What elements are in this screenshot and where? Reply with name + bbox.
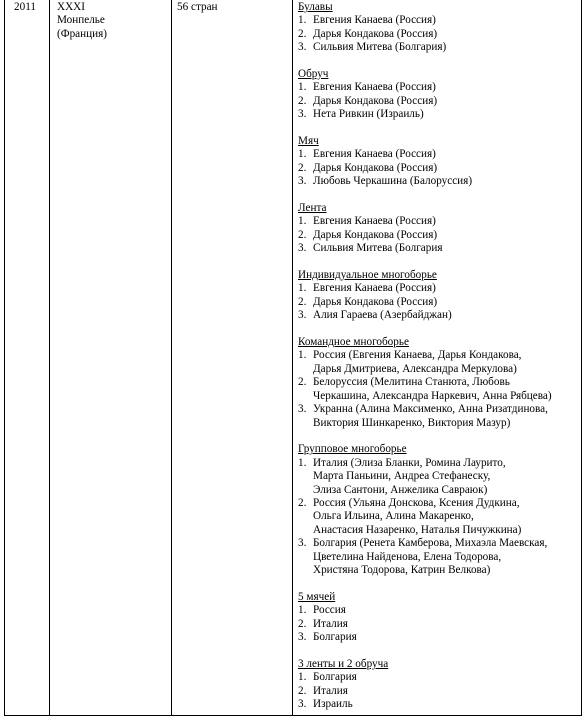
- event-title: 3 ленты и 2 обруча: [298, 657, 389, 670]
- placement-item: [298, 95, 580, 108]
- placement-list: [298, 604, 580, 644]
- placement-text: [313, 376, 580, 403]
- placement-text: Израиль: [313, 698, 353, 710]
- placement-text-line: Италия (Элиза Бланки, Ромина Лаурито,: [313, 456, 506, 469]
- championship-cell: [57, 1, 167, 41]
- placement-text: [313, 349, 580, 376]
- placement-number: 2.: [298, 617, 307, 630]
- placement-text: Дарья Кондакова (Россия): [313, 228, 438, 241]
- event-section: [298, 443, 580, 577]
- placement-item: [298, 108, 580, 121]
- placement-number: 3.: [298, 242, 307, 255]
- placement-item: [298, 497, 580, 537]
- placement-text-line: Цветелина Найденова, Елена Тодорова,: [313, 550, 502, 563]
- event-section: [298, 658, 580, 712]
- placement-text-line: Марта Паньини, Андреа Стефанеску,: [313, 470, 491, 483]
- championship-country: (Франция): [57, 27, 107, 40]
- placement-text: [313, 403, 580, 430]
- column-divider: [171, 0, 172, 716]
- placement-number: 3.: [298, 309, 307, 322]
- event-title: Мяч: [298, 135, 319, 148]
- placement-number: 3.: [298, 41, 307, 54]
- placement-text-line: Укранна (Алина Максименко, Анна Ризатдинова,: [313, 403, 548, 416]
- placement-item: [298, 229, 580, 242]
- event-section: [298, 269, 580, 323]
- placement-list: [298, 215, 580, 255]
- placement-text: Евгения Канаева (Россия): [313, 81, 436, 94]
- placement-text: [313, 457, 580, 497]
- placement-number: 1.: [298, 148, 307, 161]
- event-title: Булавы: [298, 1, 333, 13]
- placement-text: Нета Ривкин (Израиль): [313, 108, 424, 121]
- placement-text-line: Белоруссия (Мелитина Станюта, Любовь: [313, 376, 510, 389]
- event-title: Групповое многоборье: [298, 443, 407, 456]
- placement-number: 1.: [298, 604, 307, 617]
- placement-list: [298, 148, 580, 188]
- year-cell: 2011: [14, 1, 36, 13]
- placement-number: 3.: [298, 108, 307, 121]
- placement-item: [298, 604, 580, 617]
- placement-list: [298, 14, 580, 54]
- placement-item: [298, 41, 580, 54]
- placement-text: Болгария: [313, 671, 357, 684]
- placement-number: 2.: [298, 94, 307, 107]
- placement-item: [298, 618, 580, 631]
- placement-number: 1.: [298, 456, 307, 469]
- placement-number: 3.: [298, 698, 307, 710]
- placement-list: [298, 671, 580, 711]
- placement-item: [298, 296, 580, 309]
- placement-text: Сильвия Митева (Болгария: [313, 242, 443, 255]
- placement-text-line: Россия (Евгения Канаева, Дарья Кондакова,: [313, 349, 522, 362]
- countries-cell: 56 стран: [177, 1, 218, 13]
- placement-number: 1.: [298, 14, 307, 27]
- placement-number: 1.: [298, 349, 307, 362]
- placement-number: 2.: [298, 161, 307, 174]
- placement-text-line: Дарья Дмитриева, Александра Меркулова): [313, 362, 517, 375]
- placement-item: [298, 282, 580, 295]
- placement-item: [298, 242, 580, 255]
- column-divider: [292, 0, 293, 716]
- placement-item: [298, 671, 580, 684]
- placement-item: [298, 457, 580, 497]
- placement-list: [298, 457, 580, 578]
- placement-text: Алия Гараева (Азербайджан): [313, 309, 452, 322]
- placement-item: [298, 175, 580, 188]
- placement-text-line: Черкашина, Александра Наркевич, Анна Рябцева): [313, 389, 552, 402]
- placement-item: [298, 81, 580, 94]
- event-section: [298, 336, 580, 430]
- placement-number: 2.: [298, 496, 307, 509]
- placement-text: Италия: [313, 617, 348, 630]
- placement-text-line: Элиза Сантони, Анжелика Савраюк): [313, 483, 488, 496]
- placement-text: [313, 497, 580, 537]
- placement-number: 2.: [298, 376, 307, 389]
- placement-text: Евгения Канаева (Россия): [313, 14, 436, 27]
- placement-number: 3.: [298, 403, 307, 416]
- placement-text: Италия: [313, 684, 348, 697]
- placement-item: [298, 349, 580, 376]
- placement-item: [298, 698, 580, 711]
- event-section: [298, 135, 580, 189]
- placement-number: 2.: [298, 228, 307, 241]
- placement-number: 3.: [298, 630, 307, 643]
- placement-number: 1.: [298, 282, 307, 295]
- placement-number: 1.: [298, 215, 307, 228]
- event-title: Индивидуальное многоборье: [298, 269, 437, 282]
- placement-text: Дарья Кондакова (Россия): [313, 94, 438, 107]
- event-title: 5 мячей: [298, 590, 336, 603]
- championship-city: Монпелье: [57, 14, 105, 27]
- event-section: [298, 591, 580, 645]
- column-divider: [49, 0, 50, 716]
- placement-item: [298, 685, 580, 698]
- placement-text: Болгария: [313, 630, 357, 643]
- results-cell: [298, 1, 580, 711]
- placement-item: [298, 148, 580, 161]
- placement-text-line: Болгария (Ренета Камберова, Михаэла Маевская,: [313, 537, 548, 550]
- placement-text: Россия: [313, 604, 346, 617]
- placement-list: [298, 349, 580, 429]
- event-title: Обруч: [298, 68, 329, 81]
- event-section: [298, 68, 580, 122]
- placement-text-line: Ольга Ильина, Алина Макаренко,: [313, 510, 474, 523]
- placement-number: 3.: [298, 175, 307, 188]
- placement-item: [298, 28, 580, 41]
- placement-number: 3.: [298, 537, 307, 550]
- event-section: [298, 1, 580, 55]
- placement-item: [298, 403, 580, 430]
- placement-number: 2.: [298, 684, 307, 697]
- placement-item: [298, 631, 580, 644]
- placement-text-line: Россия (Ульяна Донскова, Ксения Дудкина,: [313, 496, 520, 509]
- event-title: Лента: [298, 202, 327, 215]
- placement-number: 1.: [298, 81, 307, 94]
- placement-text: Сильвия Митева (Болгария): [313, 41, 447, 54]
- placement-item: [298, 215, 580, 228]
- placement-item: [298, 309, 580, 322]
- placement-number: 2.: [298, 27, 307, 40]
- placement-text-line: Виктория Шинкаренко, Виктория Мазур): [313, 416, 511, 429]
- placement-number: 1.: [298, 671, 307, 684]
- placement-text: Евгения Канаева (Россия): [313, 215, 436, 228]
- placement-text: Дарья Кондакова (Россия): [313, 27, 438, 40]
- championship-number: XXXI: [57, 1, 85, 13]
- event-section: [298, 202, 580, 256]
- placement-text-line: Христяна Тодорова, Катрин Велкова): [313, 563, 491, 576]
- placement-item: [298, 537, 580, 577]
- placement-text: Дарья Кондакова (Россия): [313, 295, 438, 308]
- placement-item: [298, 376, 580, 403]
- placement-list: [298, 81, 580, 121]
- placement-text: [313, 537, 580, 577]
- placement-text: Евгения Канаева (Россия): [313, 282, 436, 295]
- placement-text: Любовь Черкашина (Балоруссия): [313, 175, 473, 188]
- placement-text: Евгения Канаева (Россия): [313, 148, 436, 161]
- placement-text: Дарья Кондакова (Россия): [313, 161, 438, 174]
- event-title: Командное многоборье: [298, 336, 409, 349]
- placement-text-line: Анастасия Назаренко, Наталья Пичужкина): [313, 523, 522, 536]
- placement-list: [298, 282, 580, 322]
- placement-item: [298, 162, 580, 175]
- placement-item: [298, 14, 580, 27]
- placement-number: 2.: [298, 295, 307, 308]
